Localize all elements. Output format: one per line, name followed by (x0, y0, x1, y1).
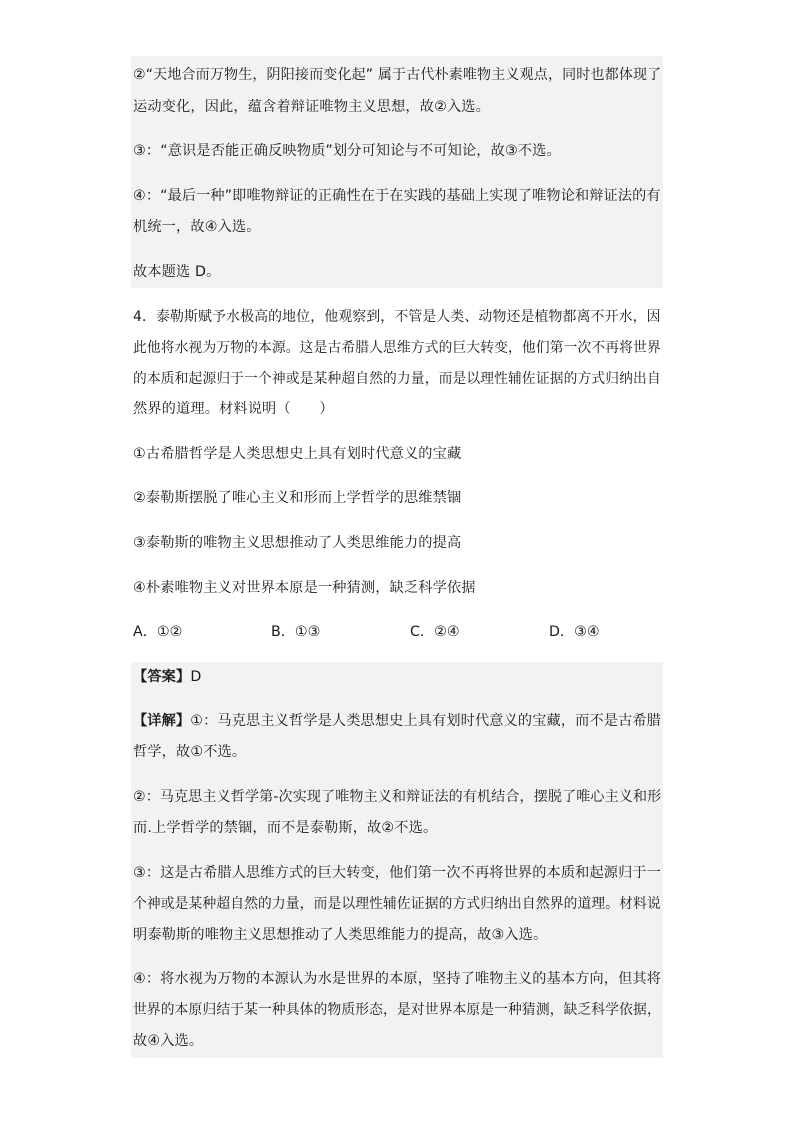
answer-label: 【答案】 (133, 669, 191, 685)
option-b: B．①③ (271, 624, 321, 640)
question-stem-line2: 此他将水视为万物的本源。这是古希腊人思维方式的巨大转变，他们第一次不再将世界 (133, 340, 661, 356)
prev-p3-line1: ③：“意识是否能正确反映物质”划分可知论与不可知论，故③不选。 (133, 143, 561, 159)
detail-p4-line3: 故④入选。 (133, 1033, 204, 1049)
prev-p4-line2: 机统一，故④入选。 (133, 219, 261, 235)
detail-p4-line1: ④：将水视为万物的本源认为水是世界的本原，坚持了唯物主义的基本方向，但其将 (133, 971, 662, 987)
detail-label: 【详解】 (133, 713, 191, 729)
prev-conclusion: 故本题选 D。 (133, 264, 221, 280)
option-c: C．②④ (410, 624, 460, 640)
option-a: A．①② (133, 624, 183, 640)
prev-p2-line1: ②“天地合而万物生，阴阳接而变化起” 属于古代朴素唯物主义观点，同时也都体现了 (133, 67, 662, 83)
answer-value: D (190, 669, 202, 685)
detail-p3-line3: 明泰勒斯的唯物主义思想推动了人类思维能力的提高，故③入选。 (133, 927, 548, 943)
detail-p2-line2: 而.上学哲学的禁锢，而不是泰勒斯，故②不选。 (133, 820, 438, 836)
detail-p2-line1: ②：马克思主义哲学第-次实现了唯物主义和辩证法的有机结合，摆脱了唯心主义和形 (133, 789, 662, 805)
question-stem-line1: 4．泰勒斯赋予水极高的地位，他观察到，不管是人类、动物还是植物都离不开水，因 (133, 309, 661, 325)
answer-line (133, 667, 201, 687)
question-stem-line3: 的本质和起源归于一个神或是某种超自然的力量，而是以理性辅佐证据的方式归纳出自 (133, 371, 661, 387)
statement-3: ③泰勒斯的唯物主义思想推动了人类思维能力的提高 (133, 535, 462, 551)
question-stem-line4: 然界的道理。材料说明（ ） (133, 401, 334, 417)
option-d: D．③④ (549, 624, 600, 640)
detail-p1-text: ①：马克思主义哲学是人类思想史上具有划时代意义的宝藏，而不是古希腊 (190, 713, 662, 729)
detail-p3-line1: ③：这是古希腊人思维方式的巨大转变，他们第一次不再将世界的本质和起源归于一 (133, 865, 662, 881)
detail-p1-line1 (133, 711, 661, 731)
prev-explanation-shade (131, 56, 663, 288)
prev-p4-line1: ④：“最后一种”即唯物辩证的正确性在于在实践的基础上实现了唯物论和辩证法的有 (133, 188, 661, 204)
prev-p2-line2: 运动变化，因此，蕴含着辩证唯物主义思想，故②入选。 (133, 99, 490, 115)
detail-p3-line2: 个神或是某种超自然的力量，而是以理性辅佐证据的方式归纳出自然界的道理。材料说 (133, 896, 661, 912)
statement-4: ④朴素唯物主义对世界本原是一种猜测，缺乏科学依据 (133, 580, 476, 596)
statement-2: ②泰勒斯摆脱了唯心主义和形而上学哲学的思维禁锢 (133, 490, 462, 506)
detail-p1-line2: 哲学，故①不选。 (133, 744, 247, 760)
detail-p4-line2: 世界的本原归结于某一种具体的物质形态，是对世界本原是一种猜测，缺乏科学依据， (133, 1002, 661, 1018)
statement-1: ①古希腊哲学是人类思想史上具有划时代意义的宝藏 (133, 446, 462, 462)
